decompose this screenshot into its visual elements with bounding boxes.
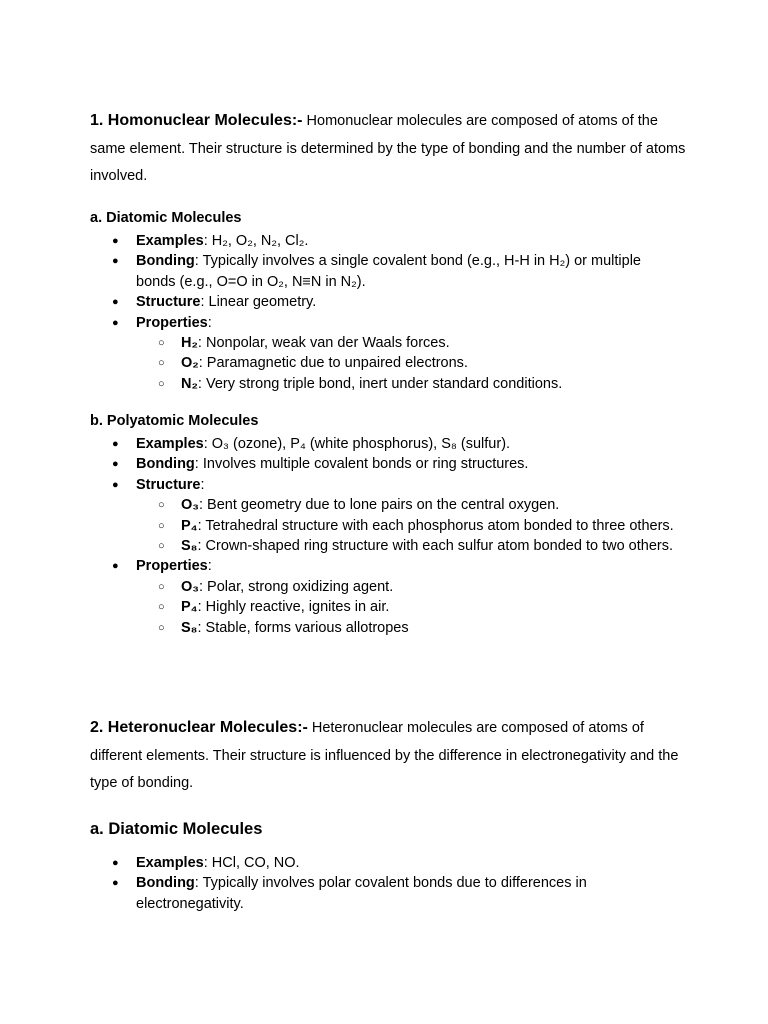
section-heteronuclear [90,714,690,798]
sub-list-item [136,597,676,617]
sub-list-item [136,536,676,556]
item-label: Examples [136,233,204,249]
hetero-diatomic-list [0,853,676,914]
item-label: S₈ [181,538,198,555]
item-label: O₃ [181,497,199,514]
item-label: Bonding [136,253,195,270]
list-item [0,873,676,914]
sublist [136,577,676,638]
list-item [0,475,676,557]
item-label: P₄ [181,599,198,616]
item-text: : Paramagnetic due to unpaired electrons. [198,355,468,372]
sub-list-item [136,516,676,536]
subsection-heading: a. Diatomic Molecules [90,210,242,226]
sub-list-item [136,333,676,353]
item-label: P₄ [181,517,198,534]
item-text: : [200,476,205,493]
item-label: H₂ [181,335,198,352]
subsection-heading: b. Polyatomic Molecules [90,413,259,429]
item-text: : Tetrahedral structure with each phosphorus atom bonded to three others. [197,517,674,534]
list-item [0,434,676,454]
list-item [0,231,676,251]
section-title: 2. Heteronuclear Molecules:- [90,719,308,736]
sublist [136,495,676,556]
list-item [0,292,676,312]
section-intro: Homonuclear molecules are composed of atoms of the same element. Their structure is determined by the type of bonding and the number of atoms involved. [90,113,686,184]
item-text: : Linear geometry. [200,294,317,311]
item-text: : Polar, strong oxidizing agent. [198,578,394,595]
item-text: : Typically involves a single covalent bond (e.g., H-H in H₂) or multiple bonds (e.g., O=O in O₂, N≡N in N₂). [136,253,641,290]
item-label: Structure [136,294,201,311]
item-text: : Highly reactive, ignites in air. [197,599,390,616]
item-label: Structure [136,476,201,493]
list-item [0,251,676,292]
item-text: : Stable, forms various allotropes [197,619,409,636]
item-label: Bonding [136,875,195,892]
section-intro: Heteronuclear molecules are composed of atoms of different elements. Their structure is influenced by the difference in electronegativity and the type of bonding. [90,720,679,791]
sub-list-item [136,618,676,638]
item-label: Bonding [136,456,195,473]
section-title: 1. Homonuclear Molecules:- [90,112,303,129]
list-item [0,556,676,638]
item-text: : [207,314,212,331]
list-item [0,454,676,474]
polyatomic-list [0,434,676,638]
item-label: Examples [136,855,204,871]
sub-list-item [136,353,676,373]
item-text: : [207,558,212,575]
sublist [136,333,676,394]
item-text: : Crown-shaped ring structure with each sulfur atom bonded to two others. [197,538,673,555]
diatomic-list [0,231,676,394]
sub-list-item [136,495,676,515]
sub-list-item [136,374,676,394]
item-label: S₈ [181,619,198,636]
item-text: : Very strong triple bond, inert under standard conditions. [197,375,563,392]
item-text: : H₂, O₂, N₂, Cl₂. [203,233,309,249]
item-label: N₂ [181,375,198,392]
item-label: O₂ [181,355,199,372]
item-text: : O₃ (ozone), P₄ (white phosphorus), S₈ (sulfur). [203,436,511,452]
item-text: : Nonpolar, weak van der Waals forces. [197,335,450,352]
item-text: : Involves multiple covalent bonds or ring structures. [194,456,529,473]
sub-list-item [136,577,676,597]
item-text: : HCl, CO, NO. [203,855,300,871]
item-label: O₃ [181,578,199,595]
section-homonuclear [90,107,690,191]
list-item [0,853,676,873]
item-label: Examples [136,436,204,452]
list-item [0,313,676,395]
subsection-heading: a. Diatomic Molecules [90,820,263,838]
item-text: : Bent geometry due to lone pairs on the central oxygen. [198,497,560,514]
item-label: Properties [136,314,208,331]
item-text: : Typically involves polar covalent bonds due to differences in electronegativity. [136,875,587,912]
item-label: Properties [136,558,208,575]
